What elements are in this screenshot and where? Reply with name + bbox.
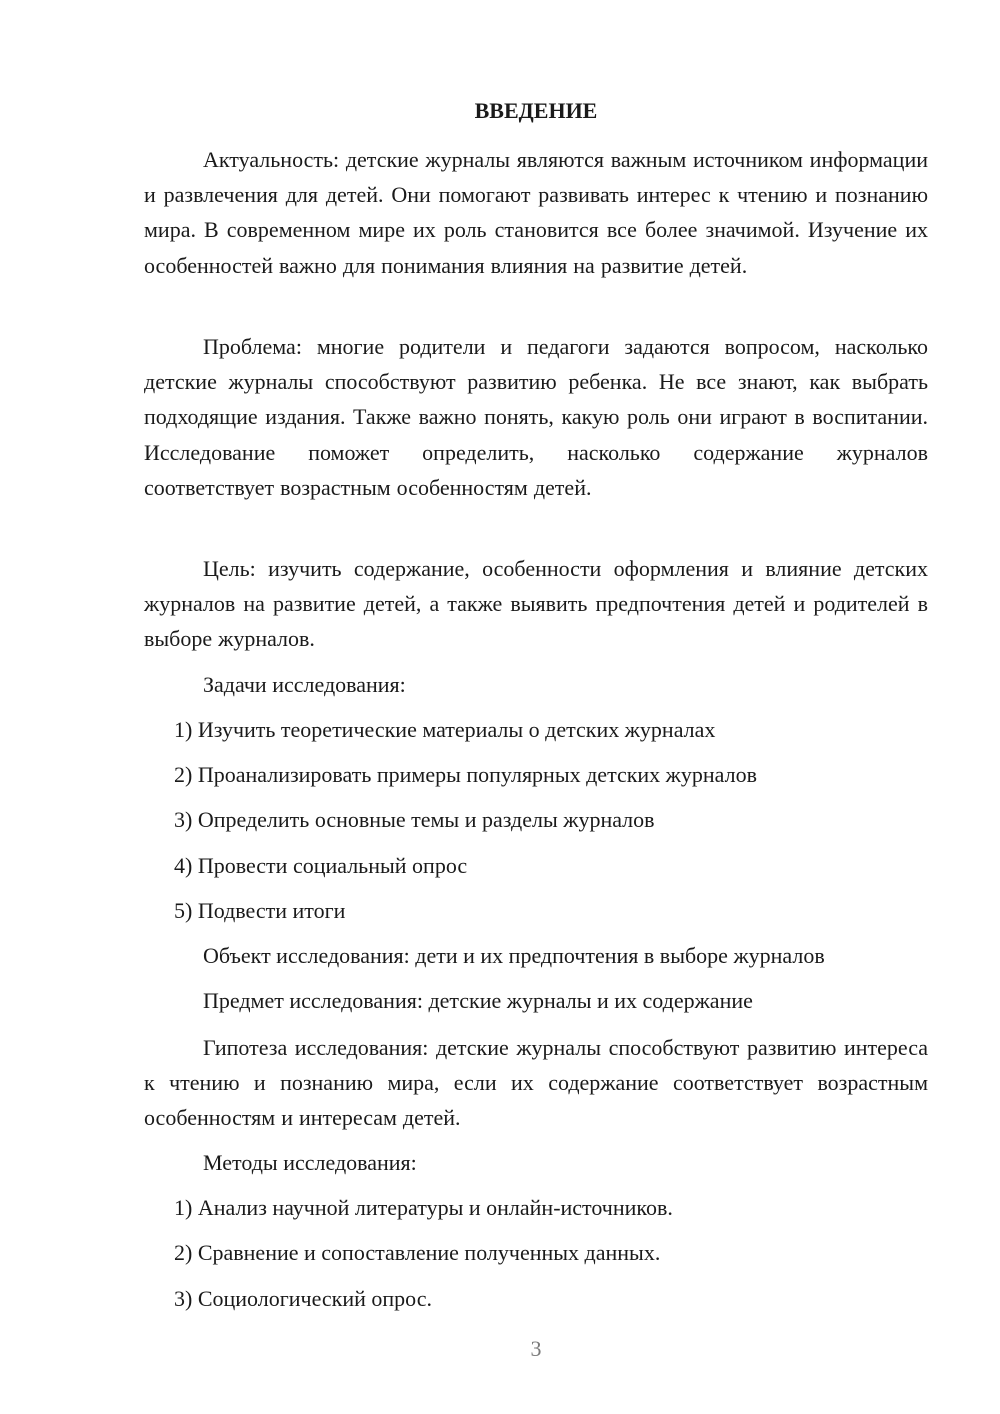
problem-paragraph: Проблема: многие родители и педагоги задаются вопросом, насколько детские журналы способствуют развитию ребенка. Не все знают, как выбрать подходящие издания. Также важно понять, какую роль они играют в воспитании. Исследование поможет определить, насколько содержание журналов соответствует возрастным особенностям детей. [144, 334, 928, 500]
relevance-paragraph: Актуальность: детские журналы являются важным источником информации и развлечения для детей. Они помогают развивать интерес к чтению и познанию мира. В современном мире их роль становится все более значимой. Изучение их особенностей важно для понимания влияния на развитие детей. [144, 147, 928, 278]
method-item: 1) Анализ научной литературы и онлайн-источников. [174, 1195, 673, 1220]
method-item: 3) Социологический опрос. [174, 1286, 432, 1311]
method-item: 2) Сравнение и сопоставление полученных данных. [174, 1240, 661, 1265]
task-item: 3) Определить основные темы и разделы журналов [174, 807, 655, 832]
task-item: 1) Изучить теоретические материалы о детских журналах [174, 717, 716, 742]
task-item: 5) Подвести итоги [174, 898, 346, 923]
task-item: 4) Провести социальный опрос [174, 853, 468, 878]
task-item: 2) Проанализировать примеры популярных детских журналов [174, 762, 757, 787]
goal-paragraph: Цель: изучить содержание, особенности оформления и влияние детских журналов на развитие детей, а также выявить предпочтения детей и родителей в выборе журналов. [144, 556, 928, 652]
research-subject: Предмет исследования: детские журналы и их содержание [203, 988, 753, 1013]
tasks-heading: Задачи исследования: [203, 672, 406, 697]
page-number: 3 [530, 1336, 542, 1361]
methods-heading: Методы исследования: [203, 1150, 417, 1175]
research-object: Объект исследования: дети и их предпочтения в выборе журналов [203, 943, 825, 968]
hypothesis-paragraph: Гипотеза исследования: детские журналы способствуют развитию интереса к чтению и познанию мира, если их содержание соответствует возрастным особенностям и интересам детей. [144, 1035, 928, 1131]
page-title: ВВЕДЕНИЕ [474, 98, 598, 123]
